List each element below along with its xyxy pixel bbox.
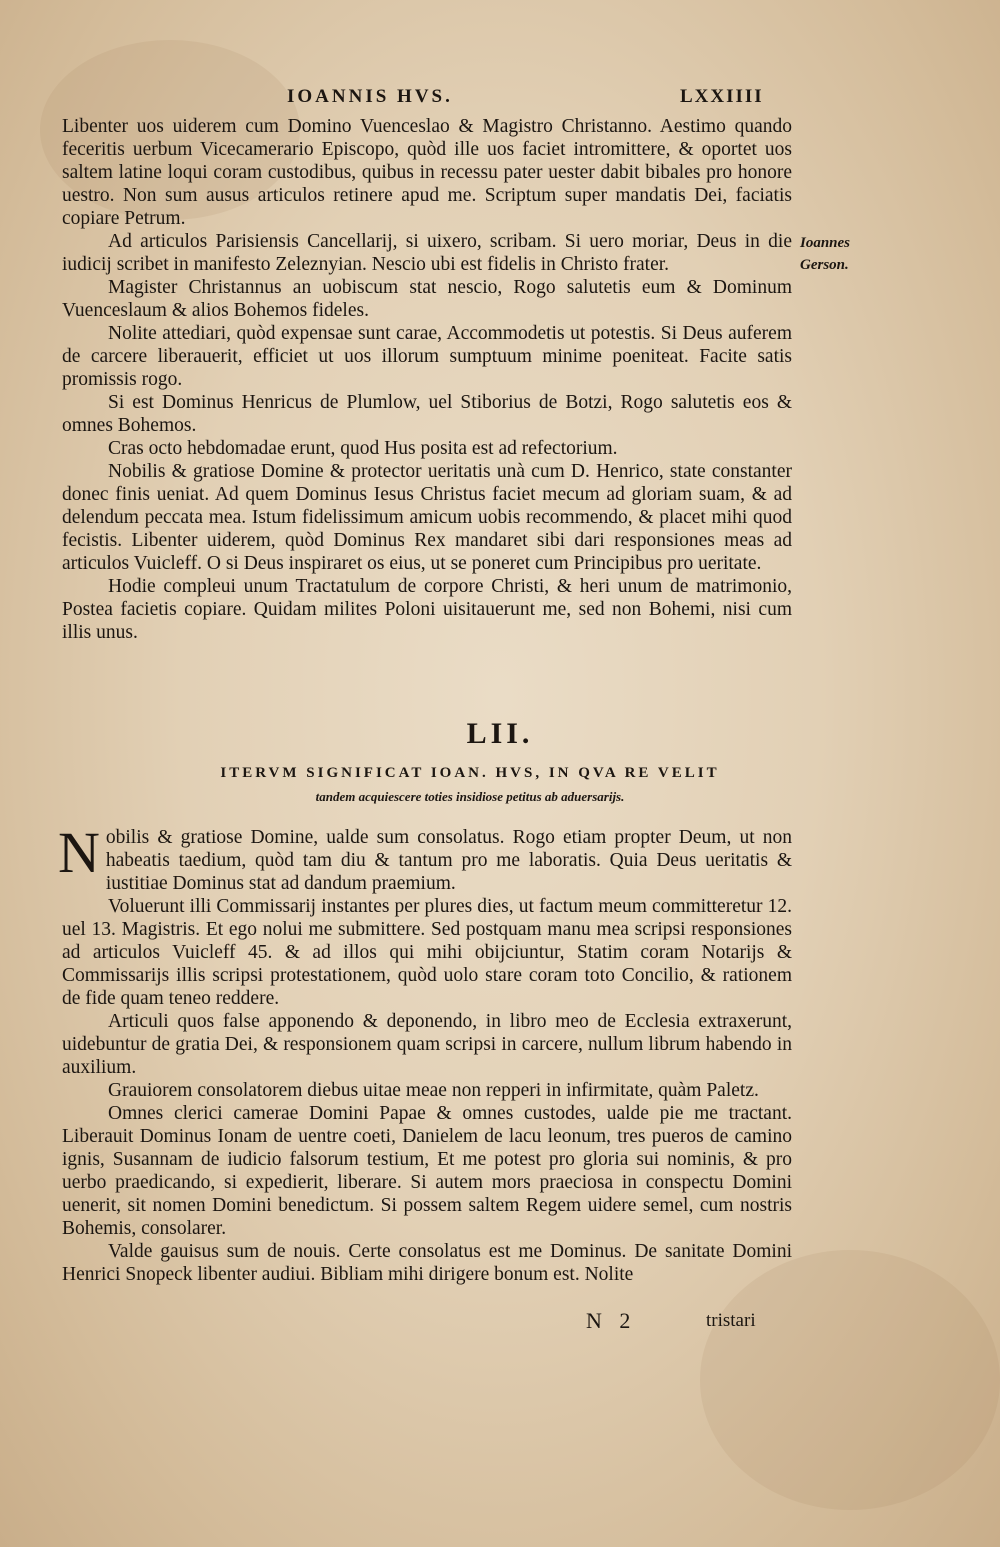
paragraph: Cras octo hebdomadae erunt, quod Hus posita est ad refectorium. bbox=[108, 438, 618, 459]
margin-note-line: Ioannes bbox=[800, 235, 851, 251]
paragraph: Nobilis & gratiose Domine & protector ueritatis unà cum D. Henrico, state constanter donec finis ueniat. Ad quem Dominus Iesus Christus faciet mecum ad gloriam suam, & ad delendum peccata mea. Istum fidelissimum amicum uobis recommendo, & placet mihi quod fecistis. Libenter uiderem, quòd Dominus Rex mandaret sibi dari responsiones meas ad articulos Vuicleff. O si Deus inspiraret os eius, ut se poneret cum Principibus pro ueritate. bbox=[62, 461, 792, 574]
paragraph: Valde gauisus sum de nouis. Certe consolatus est me Dominus. De sanitate Domini Henrici Snopeck libenter audiui. Bibliam mihi dirigere bonum est. Nolite bbox=[62, 1241, 792, 1285]
letter-end-text bbox=[62, 115, 792, 644]
paragraph: Omnes clerici camerae Domini Papae & omnes custodes, ualde pie me tractant. Liberauit Dominus Ionam de uentre coeti, Danielem de lacu leonum, tres pueros de camino ignis, Susannam de iudicio falsorum testium, Et me potest pro gloria sui nominis, & pro uerbo praedicando, si expedierit, liberare. Si autem mors praeciosa in conspectu Domini uenerit, sit nomen Domini benedictum. Si possem saltem Regem uidere semel, cum nostris Bohemis, consolarer. bbox=[62, 1103, 792, 1239]
first-paragraph-text: obilis & gratiose Domine, ualde sum consolatus. Rogo etiam propter Deum, ut non habeatis taedium, quòd tam diu & tantum pro me laboratis. Quia Deus ueritatis & iustitiae Dominus stat ad dandum praemium. bbox=[105, 827, 792, 894]
catchword: tristari bbox=[706, 1310, 756, 1331]
margin-note-line: Gerson. bbox=[800, 257, 849, 273]
section-heading: ITERVM SIGNIFICAT IOAN. HVS, IN QVA RE VELIT bbox=[220, 765, 720, 781]
paper-stain bbox=[700, 1250, 1000, 1510]
paragraph: Nolite attediari, quòd expensae sunt carae, Accommodetis ut potestis. Si Deus auferem de carcere liberauerit, efficiet ut uos illorum sumptuum minime poeniteat. Facite satis promissis rogo. bbox=[62, 323, 792, 390]
paragraph: Si est Dominus Henricus de Plumlow, uel Stiborius de Botzi, Rogo salutetis eos & omnes Bohemos. bbox=[62, 392, 792, 436]
running-head bbox=[0, 86, 1000, 110]
signature-mark: N 2 bbox=[586, 1308, 637, 1333]
paragraph: Ad articulos Parisiensis Cancellarij, si uixero, scribam. Si uero moriar, Deus in die iudicij scribet in manifesto Zeleznyian. Nescio ubi est fidelis in Christo frater. bbox=[62, 231, 792, 275]
first-paragraph bbox=[58, 820, 792, 895]
drop-cap: N bbox=[58, 820, 100, 885]
folio-number: LXXIIII bbox=[680, 86, 764, 107]
paragraph: Voluerunt illi Commissarij instantes per plures dies, ut factum meum committeretur 12. uel 13. Magistris. Et ego nolui me submittere. Sed postquam manu mea scripsi responsiones ad articulos Vuicleff 45. & ad illos qui mihi obijciuntur, Statim coram Notarijs & Commissarijs illis scripsi protestationem, quòd uolo stare coram toto Concilio, & rationem de fide quam teneo reddere. bbox=[62, 896, 792, 1009]
paragraph: Hodie compleui unum Tractatulum de corpore Christi, & heri unum de matrimonio, Postea facietis copiare. Quidam milites Poloni uisitauerunt me, sed non Bohemi, nisi cum illis unus. bbox=[62, 576, 792, 643]
paragraph: Grauiorem consolatorem diebus uitae meae non repperi in infirmitate, quàm Paletz. bbox=[108, 1080, 759, 1101]
page-footer bbox=[0, 1308, 1000, 1336]
letter-lii-text bbox=[58, 820, 792, 1286]
margin-note bbox=[800, 232, 860, 276]
section-subheading: tandem acquiescere toties insidiose petitus ab aduersarijs. bbox=[315, 789, 625, 804]
paragraph: Magister Christannus an uobiscum stat nescio, Rogo salutetis eum & Dominum Vuenceslaum & alios Bohemos fideles. bbox=[62, 277, 792, 321]
paragraph: Articuli quos false apponendo & deponendo, in libro meo de Ecclesia extraxerunt, uidebuntur de gratia Dei, & responsionem quam scripsi in carcere, nullum librum habendo in auxilium. bbox=[62, 1011, 792, 1078]
paragraph: Libenter uos uiderem cum Domino Vuenceslao & Magistro Christanno. Aestimo quando feceritis uerbum Vicecamerario Episcopo, quòd ille uos faciet intromittere, & oportet uos saltem latine loqui coram custodibus, quibus in recessu pater uester dabit bibales pro honore uestro. Non sum ausus articulos retinere apud me. Scriptum super mandatis Dei, faciatis copiare Petrum. bbox=[62, 116, 792, 229]
section-number: LII. bbox=[466, 717, 534, 750]
running-title: IOANNIS HVS. bbox=[287, 86, 453, 107]
